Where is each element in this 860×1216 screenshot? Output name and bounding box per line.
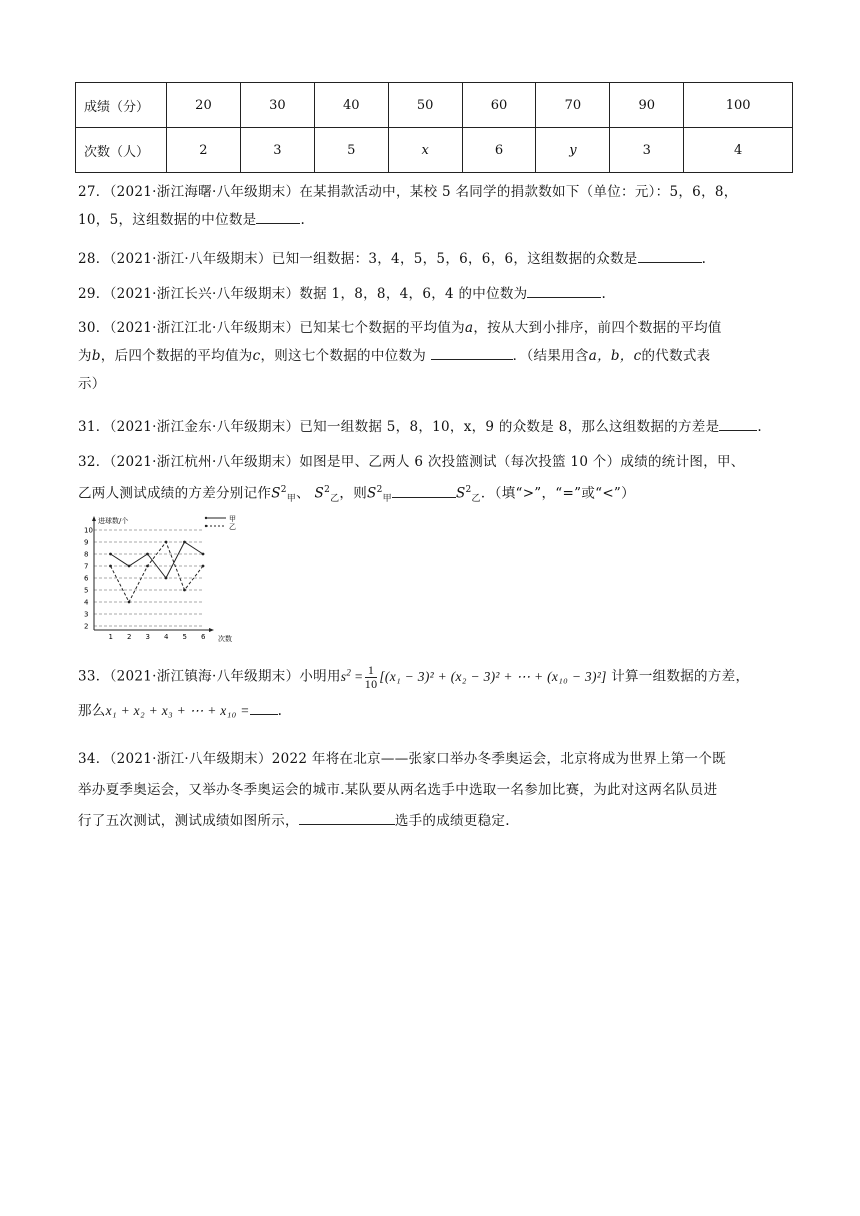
x-tick-label: 4 bbox=[164, 633, 169, 641]
x-tick-label: 6 bbox=[201, 633, 206, 641]
period: . bbox=[277, 702, 283, 719]
data-point bbox=[183, 589, 186, 592]
question-text: 33．（2021·浙江镇海·八年级期末）小明用 bbox=[78, 668, 341, 685]
y-tick-label: 8 bbox=[84, 550, 89, 559]
x-axis-label: 次数 bbox=[218, 635, 232, 643]
data-point bbox=[165, 541, 168, 544]
data-point bbox=[202, 553, 205, 556]
data-point bbox=[165, 577, 168, 580]
question-text: ．（填“>”，“=”或“<”） bbox=[480, 485, 635, 502]
question-text: 选手的成绩更稳定. bbox=[394, 813, 510, 829]
math-sup: 2 bbox=[280, 485, 287, 495]
period: . bbox=[300, 212, 306, 228]
math-sup: 2 bbox=[346, 667, 352, 677]
question-27 bbox=[78, 178, 790, 234]
math-s: S bbox=[314, 485, 325, 502]
table-cell: 90 bbox=[610, 83, 684, 128]
var-abc: a，b，c bbox=[588, 348, 642, 364]
math-equals: = bbox=[354, 668, 363, 684]
math-sub: 乙 bbox=[471, 494, 481, 505]
table-cell: 4 bbox=[684, 128, 793, 173]
table-cell: 3 bbox=[610, 128, 684, 173]
table-cell: 40 bbox=[314, 83, 388, 128]
question-text: 32．（2021·浙江杭州·八年级期末）如图是甲、乙两人 6 次投篮测试（每次投篮 10 个）成绩的统计图，甲、 bbox=[78, 454, 745, 470]
fraction-numerator: 1 bbox=[365, 664, 378, 678]
question-text: ，则 bbox=[339, 485, 368, 502]
data-point bbox=[146, 565, 149, 568]
y-tick-label: 5 bbox=[84, 586, 89, 595]
table-cell: 2 bbox=[167, 128, 241, 173]
data-point bbox=[128, 565, 131, 568]
answer-blank[interactable] bbox=[256, 209, 300, 224]
y-tick-label: 2 bbox=[84, 622, 89, 631]
question-text: 29．（2021·浙江长兴·八年级期末）数据 1，8，8，4，6，4 的中位数为 bbox=[78, 286, 528, 302]
table-cell: 次数（人） bbox=[76, 128, 167, 173]
chart-series bbox=[109, 541, 204, 604]
y-tick-label: 6 bbox=[84, 574, 89, 583]
question-34 bbox=[78, 744, 790, 837]
data-point bbox=[128, 601, 131, 604]
data-point bbox=[202, 565, 205, 568]
table-cell: 20 bbox=[167, 83, 241, 128]
question-29 bbox=[78, 280, 790, 308]
question-text: 的代数式表 bbox=[641, 348, 711, 364]
table-cell: 60 bbox=[462, 83, 536, 128]
table-row bbox=[76, 128, 793, 173]
answer-blank[interactable] bbox=[638, 248, 702, 263]
data-point bbox=[146, 553, 149, 556]
answer-blank[interactable] bbox=[299, 810, 395, 825]
question-33 bbox=[78, 655, 790, 728]
answer-blank[interactable] bbox=[719, 416, 757, 431]
table-cell: 3 bbox=[240, 128, 314, 173]
question-text: 30．（2021·浙江江北·八年级期末）已知某七个数据的平均值为 bbox=[78, 320, 465, 336]
question-text: 34．（2021·浙江·八年级期末）2022 年将在北京——张家口举办冬季奥运会，北京将成为世界上第一个既 bbox=[78, 751, 726, 767]
y-tick-label: 9 bbox=[84, 538, 89, 547]
data-point bbox=[109, 553, 112, 556]
math-sup: 2 bbox=[465, 485, 472, 495]
x-tick-label: 5 bbox=[182, 633, 187, 641]
y-axis-label: 进球数/个 bbox=[98, 517, 129, 525]
legend-marker bbox=[205, 517, 207, 519]
period: . bbox=[601, 286, 607, 302]
y-tick-label: 3 bbox=[84, 610, 89, 619]
fraction-denominator: 10 bbox=[364, 676, 378, 691]
data-point bbox=[109, 565, 112, 568]
math-sup: 2 bbox=[324, 485, 331, 495]
legend-label-jia: 甲 bbox=[229, 515, 236, 523]
table-cell: 5 bbox=[314, 128, 388, 173]
chart-grid bbox=[94, 530, 202, 626]
math-sub: 甲 bbox=[382, 494, 392, 505]
period: . bbox=[757, 419, 762, 435]
legend-label-yi: 乙 bbox=[229, 523, 236, 531]
answer-blank[interactable] bbox=[250, 700, 278, 715]
x-tick-label: 1 bbox=[108, 633, 113, 641]
math-sup: 2 bbox=[376, 485, 383, 495]
table-cell: 70 bbox=[536, 83, 610, 128]
answer-blank[interactable] bbox=[431, 345, 513, 360]
y-tick-label: 4 bbox=[84, 598, 89, 607]
x-tick-label: 2 bbox=[127, 633, 132, 641]
table-cell: y bbox=[536, 128, 610, 173]
question-text: 计算一组数据的方差， bbox=[611, 668, 750, 685]
table-cell: x bbox=[388, 128, 462, 173]
x-axis-arrow-icon bbox=[209, 628, 214, 632]
question-text: 举办夏季奥运会，又举办冬季奥运会的城市.某队要从两名选手中选取一名参加比赛，为此对这两名队员进 bbox=[78, 782, 718, 798]
y-axis-arrow-icon bbox=[92, 516, 96, 521]
chart-legend bbox=[205, 515, 236, 531]
math-sub: 乙 bbox=[330, 494, 340, 505]
answer-blank[interactable] bbox=[392, 483, 456, 498]
question-text: ，则这七个数据的中位数为 bbox=[260, 348, 427, 364]
question-text: 31．（2021·浙江金东·八年级期末）已知一组数据 5，8，10，x，9 的众数是 8，那么这组数据的方差是 bbox=[78, 419, 720, 435]
question-text: ，后四个数据的平均值为 bbox=[100, 348, 253, 364]
question-text: 27．（2021·浙江海曙·八年级期末）在某捐款活动中，某校 5 名同学的捐款数如下（单位：元）：5，6，8， bbox=[78, 184, 738, 200]
question-text: ，按从大到小排序，前四个数据的平均值 bbox=[473, 320, 722, 336]
question-text: 为 bbox=[78, 348, 92, 364]
question-text: ．（结果用含 bbox=[512, 348, 589, 364]
series-line-yi bbox=[111, 542, 204, 602]
math-sub: 甲 bbox=[286, 494, 297, 505]
math-s: S bbox=[271, 485, 281, 502]
question-30 bbox=[78, 314, 790, 398]
series-line-jia bbox=[111, 542, 204, 578]
table-cell: 6 bbox=[462, 128, 536, 173]
question-28 bbox=[78, 245, 790, 273]
question-text: 那么 bbox=[78, 702, 106, 719]
chart-axes bbox=[92, 516, 214, 632]
var-b: b bbox=[91, 348, 101, 364]
table-cell: 50 bbox=[388, 83, 462, 128]
answer-blank[interactable] bbox=[527, 283, 601, 298]
data-point bbox=[183, 541, 186, 544]
var-c: c bbox=[252, 348, 261, 364]
fraction bbox=[365, 664, 378, 691]
score-table bbox=[75, 82, 793, 173]
y-tick-label: 10 bbox=[84, 526, 93, 535]
question-text: 行了五次测试，测试成绩如图所示， bbox=[78, 813, 299, 829]
formula-body: [(x₁ − 3)² + (x₂ − 3)² + ⋯ + (x₁₀ − 3)²] bbox=[379, 668, 607, 684]
y-tick-label: 7 bbox=[84, 562, 89, 571]
sum-expression: x₁ + x₂ + x₃ + ⋯ + x₁₀ = bbox=[105, 702, 250, 718]
table-cell: 成绩（分） bbox=[76, 83, 167, 128]
table-row bbox=[76, 83, 793, 128]
math-s: S bbox=[455, 485, 466, 502]
question-32 bbox=[78, 448, 790, 513]
variance-formula bbox=[340, 662, 607, 691]
question-31 bbox=[78, 413, 790, 441]
line-chart bbox=[78, 513, 250, 643]
math-s: S bbox=[367, 485, 377, 502]
question-text: 28．（2021·浙江·八年级期末）已知一组数据：3，4，5，5，6，6，6，这组数据的众数是 bbox=[78, 251, 638, 267]
legend-marker bbox=[205, 525, 207, 527]
question-text: 示） bbox=[78, 376, 106, 392]
table-cell: 100 bbox=[684, 83, 793, 128]
x-tick-label: 3 bbox=[145, 633, 150, 641]
table-cell: 30 bbox=[240, 83, 314, 128]
math-s: s bbox=[340, 668, 347, 684]
var-a: a bbox=[464, 320, 474, 336]
separator: 、 bbox=[296, 485, 310, 502]
question-text: 乙两人测试成绩的方差分别记作 bbox=[78, 485, 272, 502]
period: . bbox=[701, 251, 707, 267]
question-text: 10，5，这组数据的中位数是 bbox=[78, 212, 257, 228]
